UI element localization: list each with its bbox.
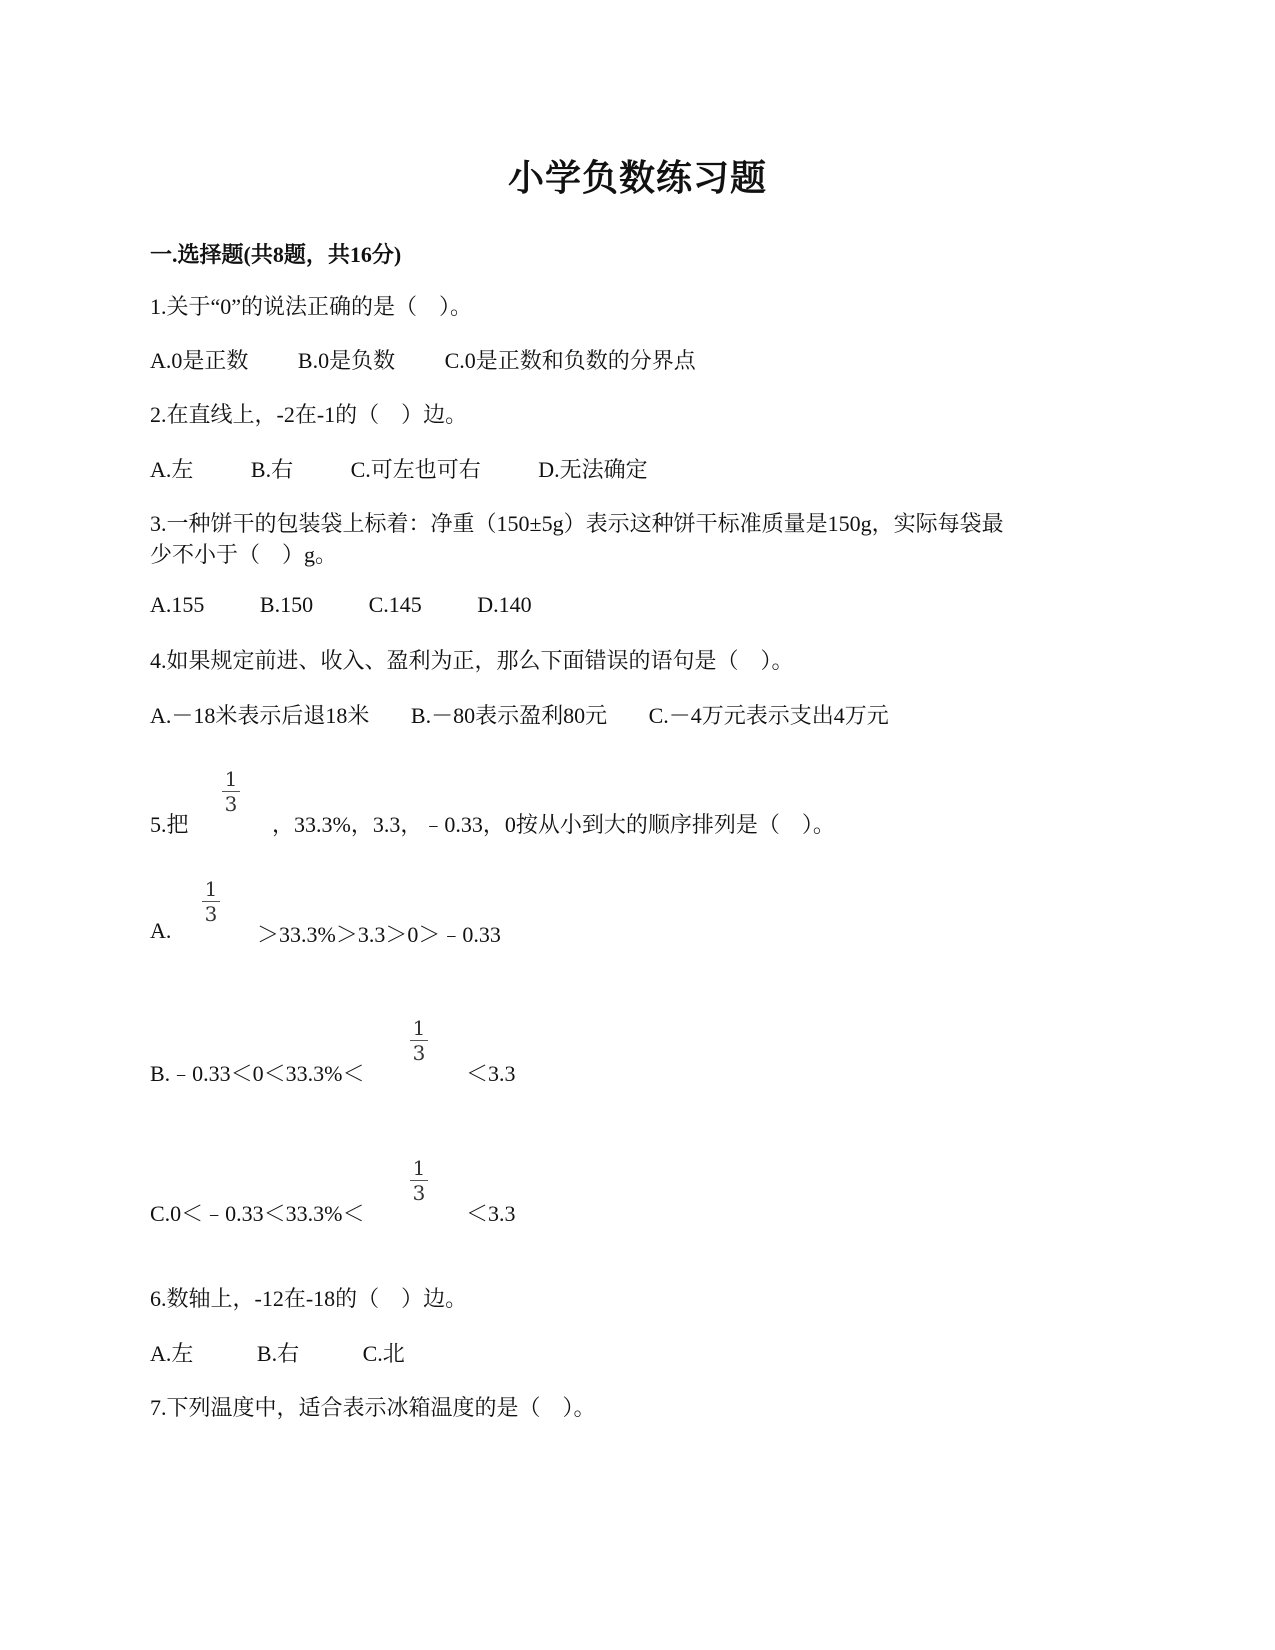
question-1: 1.关于“0”的说法正确的是（ ）。 bbox=[150, 294, 473, 319]
fraction-numerator: 1 bbox=[204, 877, 218, 901]
question-7: 7.下列温度中，适合表示冰箱温度的是（ ）。 bbox=[150, 1395, 596, 1420]
q4-option-b: B.－80表示盈利80元 bbox=[410, 703, 608, 728]
question-5-text: ，33.3%，3.3，﹣0.33，0按从小到大的顺序排列是（ ）。 bbox=[272, 812, 835, 837]
question-5-prefix: 5.把 bbox=[150, 812, 189, 837]
question-6-options bbox=[150, 1337, 449, 1368]
question-5-fraction bbox=[222, 768, 240, 815]
q2-option-d: D.无法确定 bbox=[538, 457, 648, 482]
q6-option-c: C.北 bbox=[362, 1341, 405, 1366]
fraction-denominator: 3 bbox=[412, 1041, 426, 1065]
q5-option-c-suffix: ＜3.3 bbox=[466, 1201, 516, 1226]
q4-option-c: C.－4万元表示支出4万元 bbox=[648, 703, 889, 728]
q2-option-b: B.右 bbox=[250, 457, 294, 482]
q1-option-b: B.0是负数 bbox=[297, 348, 396, 373]
fraction-numerator: 1 bbox=[224, 767, 238, 791]
question-1-options bbox=[150, 344, 740, 375]
q2-option-a: A.左 bbox=[150, 457, 194, 482]
q3-option-c: C.145 bbox=[368, 592, 422, 617]
q5-option-b-text: B.﹣0.33＜0＜33.3%＜ bbox=[150, 1061, 365, 1086]
fraction-denominator: 3 bbox=[412, 1181, 426, 1205]
fraction-numerator: 1 bbox=[412, 1016, 426, 1040]
page-title: 小学负数练习题 bbox=[507, 158, 767, 198]
q5-option-c-text: C.0＜﹣0.33＜33.3%＜ bbox=[150, 1201, 365, 1226]
question-6: 6.数轴上，-12在-18的（ ）边。 bbox=[150, 1286, 468, 1311]
fraction-denominator: 3 bbox=[224, 792, 238, 816]
question-2-options bbox=[150, 453, 692, 484]
q3-option-d: D.140 bbox=[477, 592, 532, 617]
q2-option-c: C.可左也可右 bbox=[350, 457, 481, 482]
q1-option-c: C.0是正数和负数的分界点 bbox=[444, 348, 696, 373]
q6-option-b: B.右 bbox=[256, 1341, 300, 1366]
section-heading: 一.选择题(共8题，共16分) bbox=[150, 242, 402, 267]
q5-option-b-fraction bbox=[410, 1017, 428, 1064]
q5-option-a-text: ＞33.3%＞3.3＞0＞﹣0.33 bbox=[257, 922, 501, 947]
q3-option-b: B.150 bbox=[259, 592, 314, 617]
fraction-denominator: 3 bbox=[204, 902, 218, 926]
q5-option-a-fraction bbox=[202, 878, 220, 925]
question-3-line-1: 3.一种饼干的包装袋上标着：净重（150±5g）表示这种饼干标准质量是150g，实际每袋最 bbox=[150, 511, 1004, 536]
fraction-numerator: 1 bbox=[412, 1156, 426, 1180]
question-3-line-2: 少不小于（ ）g。 bbox=[150, 542, 338, 567]
question-3-options bbox=[150, 592, 576, 618]
q1-option-a: A.0是正数 bbox=[150, 348, 249, 373]
q6-option-a: A.左 bbox=[150, 1341, 194, 1366]
question-2: 2.在直线上，-2在-1的（ ）边。 bbox=[150, 402, 468, 427]
question-4: 4.如果规定前进、收入、盈利为正，那么下面错误的语句是（ ）。 bbox=[150, 648, 794, 673]
q5-option-c-fraction bbox=[410, 1157, 428, 1204]
q5-option-b-suffix: ＜3.3 bbox=[466, 1061, 516, 1086]
q4-option-a: A.－18米表示后退18米 bbox=[150, 703, 370, 728]
question-4-options bbox=[150, 699, 933, 730]
q3-option-a: A.155 bbox=[150, 592, 205, 617]
q5-option-a-label: A. bbox=[150, 918, 172, 943]
